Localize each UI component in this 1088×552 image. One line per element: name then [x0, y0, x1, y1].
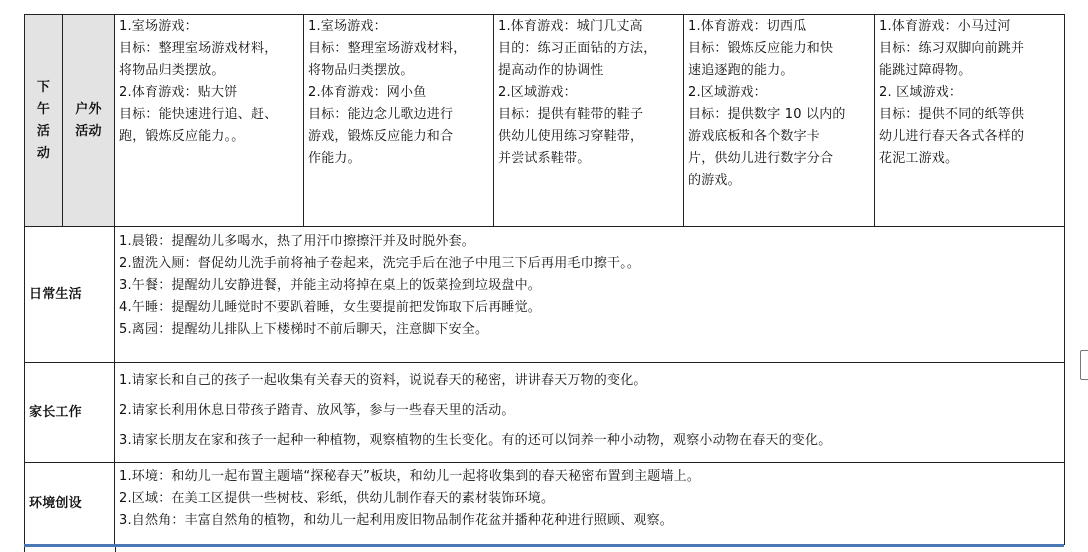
daily-life-item: 2.盥洗入厕：督促幼儿洗手前将袖子卷起来，洗完手后在池子中甩三下后再用毛巾擦干。。 — [119, 256, 641, 271]
section-char: 动 — [36, 145, 51, 161]
activity-line: 目标：锻炼反应能力和快 — [688, 41, 834, 56]
sub-label-line: 活动 — [75, 123, 102, 139]
section-char: 下 — [36, 79, 51, 95]
activity-line: 2.体育游戏：网小鱼 — [308, 85, 427, 100]
day-cell-3 — [494, 15, 684, 227]
activity-line: 的游戏。 — [688, 173, 741, 188]
activity-line: 游戏，锻炼反应能力和合 — [308, 129, 454, 144]
section-char: 活 — [36, 123, 51, 139]
activity-line: 提高动作的协调性 — [498, 63, 604, 78]
day-cell-5 — [875, 15, 1065, 227]
afternoon-row — [25, 15, 1065, 227]
activity-line: 作能力。 — [308, 151, 361, 166]
parent-work-label: 家长工作 — [25, 363, 115, 463]
parent-work-content — [115, 363, 1065, 463]
environment-item: 3.自然角：丰富自然角的植物，和幼儿一起利用废旧物品制作花盆并播种花种进行照顾、观察。 — [119, 513, 674, 528]
parent-work-item: 2.请家长利用休息日带孩子踏青、放风筝，参与一些春天里的活动。 — [119, 403, 515, 418]
activity-line: 2.体育游戏：贴大饼 — [119, 85, 238, 100]
environment-item: 2.区域：在美工区提供一些树枝、彩纸，供幼儿制作春天的素材装饰环境。 — [119, 491, 555, 506]
parent-work-row — [25, 363, 1065, 463]
activity-line: 并尝试系鞋带。 — [498, 151, 591, 166]
section-char: 午 — [36, 101, 51, 117]
activity-line: 目标：整理室场游戏材料， — [119, 41, 278, 56]
next-row-edge — [24, 547, 1065, 552]
activity-line: 跑，锻炼反应能力。。 — [119, 129, 245, 144]
activity-line: 目标：练习双脚向前跳并 — [879, 41, 1025, 56]
activity-line: 1.体育游戏：切西瓜 — [688, 19, 807, 34]
day-cell-1 — [115, 15, 304, 227]
parent-work-item: 1.请家长和自己的孩子一起收集有关春天的资料，说说春天的秘密，讲讲春天万物的变化。 — [119, 373, 647, 388]
daily-life-item: 5.离园：提醒幼儿排队上下楼梯时不前后聊天，注意脚下安全。 — [119, 322, 489, 337]
activity-line: 幼儿进行春天各式各样的 — [879, 129, 1025, 144]
weekly-plan-table — [24, 14, 1065, 545]
activity-line: 2.区域游戏： — [498, 85, 577, 100]
activity-line: 花泥工游戏。 — [879, 151, 959, 166]
daily-life-item: 3.午餐：提醒幼儿安静进餐，并能主动将掉在桌上的饭菜捡到垃圾盘中。 — [119, 278, 542, 293]
activity-line: 1.室场游戏： — [308, 19, 387, 34]
activity-line: 1.体育游戏：小马过河 — [879, 19, 1011, 34]
activity-line: 能跳过障碍物。 — [879, 63, 972, 78]
daily-life-row — [25, 227, 1065, 363]
activity-line: 将物品归类摆放。 — [119, 63, 225, 78]
sub-label-line: 户外 — [75, 101, 102, 117]
environment-item: 1.环境：和幼儿一起布置主题墙“探秘春天”板块，和幼儿一起将收集到的春天秘密布置到主题墙上。 — [119, 469, 701, 484]
outdoor-activity-label — [63, 15, 115, 227]
parent-work-item: 3.请家长朋友在家和孩子一起种一种植物，观察植物的生长变化。有的还可以饲养一种小动物，观察小动物在春天的变化。 — [119, 433, 832, 448]
activity-line: 2.区域游戏： — [688, 85, 767, 100]
environment-row — [25, 463, 1065, 545]
daily-life-item: 1.晨锻：提醒幼儿多喝水，热了用汗巾擦擦汗并及时脱外套。 — [119, 234, 476, 249]
daily-life-item: 4.午睡：提醒幼儿睡觉时不要趴着睡，女生要提前把发饰取下后再睡觉。 — [119, 300, 542, 315]
scroll-side-tab[interactable] — [1080, 350, 1088, 380]
activity-line: 1.体育游戏：城门几丈高 — [498, 19, 643, 34]
activity-line: 游戏底板和各个数字卡 — [688, 129, 821, 144]
activity-line: 供幼儿使用练习穿鞋带， — [498, 129, 644, 144]
activity-line: 速追逐跑的能力。 — [688, 63, 794, 78]
environment-label: 环境创设 — [25, 463, 115, 545]
activity-line: 目的：练习正面钻的方法， — [498, 41, 657, 56]
daily-life-label: 日常生活 — [25, 227, 115, 363]
activity-line: 目标：提供有鞋带的鞋子 — [498, 107, 644, 122]
day-cell-2 — [304, 15, 494, 227]
daily-life-content — [115, 227, 1065, 363]
activity-line: 将物品归类摆放。 — [308, 63, 414, 78]
activity-line: 目标：提供数字 10 以内的 — [688, 107, 846, 122]
activity-line: 目标：整理室场游戏材料， — [308, 41, 467, 56]
activity-line: 片，供幼儿进行数字分合 — [688, 151, 834, 166]
next-row-divider — [115, 547, 116, 552]
activity-line: 1.室场游戏： — [119, 19, 198, 34]
activity-line: 目标：提供不同的纸等供 — [879, 107, 1025, 122]
day-cell-4 — [684, 15, 875, 227]
afternoon-section-label — [25, 15, 63, 227]
activity-line: 2. 区域游戏： — [879, 85, 963, 100]
activity-line: 目标：能快速进行追、赶、 — [119, 107, 278, 122]
environment-content — [115, 463, 1065, 545]
activity-line: 目标：能边念儿歌边进行 — [308, 107, 454, 122]
